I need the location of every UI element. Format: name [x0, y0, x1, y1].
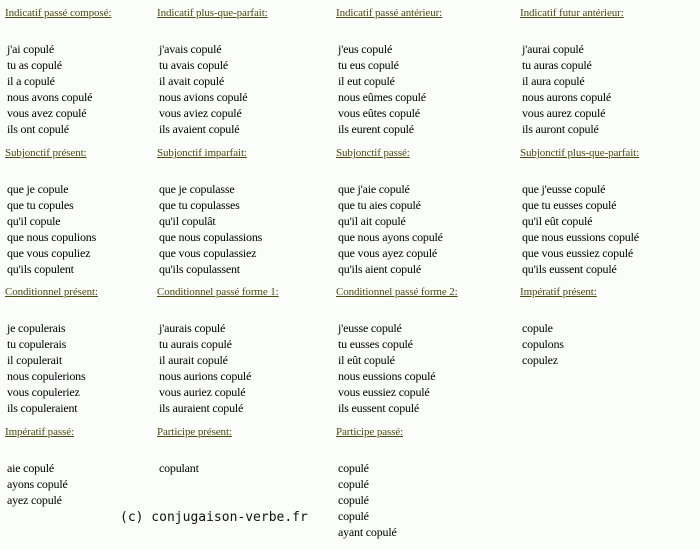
conjugation-line: que j'eusse copulé [522, 182, 606, 196]
conjugation-line: tu copulerais [7, 337, 67, 351]
conjugation-line: ils auront copulé [522, 122, 599, 136]
conjugation-line: ils eurent copulé [338, 122, 414, 136]
conjugation-line: il copulerait [7, 353, 63, 367]
tense-heading: Impératif présent: [520, 286, 597, 298]
tense-section [520, 286, 597, 368]
conjugation-line: il a copulé [7, 74, 55, 88]
conjugation-line: que tu copules [7, 198, 74, 212]
conjugation-line: nous avions copulé [159, 90, 248, 104]
tense-heading: Indicatif plus-que-parfait: [157, 7, 268, 19]
tense-heading: Indicatif passé composé: [5, 7, 112, 19]
conjugation-line: il eût copulé [338, 353, 395, 367]
tense-heading: Subjonctif plus-que-parfait: [520, 147, 640, 159]
conjugation-line: copulé [338, 509, 369, 523]
conjugation-line: j'ai copulé [7, 42, 54, 56]
conjugation-line: copulant [159, 461, 199, 475]
conjugation-line: vous aurez copulé [522, 106, 606, 120]
tense-section [336, 147, 443, 277]
conjugation-line: nous eûmes copulé [338, 90, 426, 104]
conjugation-line: copulé [338, 477, 369, 491]
conjugation-line: ils ont copulé [7, 122, 69, 136]
conjugation-line: vous copuleriez [7, 385, 80, 399]
conjugation-line: il aurait copulé [159, 353, 228, 367]
conjugation-list [522, 41, 624, 137]
conjugation-list [159, 181, 262, 277]
tense-heading: Indicatif futur antérieur: [520, 7, 624, 19]
conjugation-line: vous avez copulé [7, 106, 87, 120]
conjugation-line: qu'ils aient copulé [338, 262, 422, 276]
conjugation-list [338, 181, 443, 277]
conjugation-line: j'avais copulé [159, 42, 222, 56]
tense-section [336, 286, 458, 416]
tense-section [336, 7, 442, 137]
conjugation-list [338, 460, 403, 540]
conjugation-line: vous auriez copulé [159, 385, 246, 399]
conjugation-line: nous eussions copulé [338, 369, 436, 383]
conjugation-line: que nous copulassions [159, 230, 263, 244]
conjugation-line: que tu aies copulé [338, 198, 421, 212]
conjugation-list [7, 460, 74, 508]
conjugation-line: qu'il eût copulé [522, 214, 593, 228]
conjugation-line: que je copulasse [159, 182, 235, 196]
conjugation-line: vous eussiez copulé [338, 385, 430, 399]
conjugation-line: nous copulerions [7, 369, 86, 383]
conjugation-line: qu'il ait copulé [338, 214, 406, 228]
conjugation-line: que nous ayons copulé [338, 230, 443, 244]
conjugation-line: il aura copulé [522, 74, 585, 88]
tense-section [520, 147, 639, 277]
conjugation-line: que je copule [7, 182, 69, 196]
conjugation-line: copule [522, 321, 553, 335]
tense-heading: Conditionnel passé forme 1: [157, 286, 279, 298]
conjugation-line: que vous eussiez copulé [522, 246, 634, 260]
conjugation-line: que tu copulasses [159, 198, 240, 212]
tense-section [5, 426, 74, 508]
conjugation-line: que vous copuliez [7, 246, 91, 260]
tense-heading: Participe présent: [157, 426, 232, 438]
conjugation-list [7, 41, 111, 137]
conjugation-line: copulé [338, 493, 369, 507]
conjugation-list [338, 41, 442, 137]
conjugation-line: tu avais copulé [159, 58, 228, 72]
conjugation-list [522, 181, 639, 277]
conjugation-line: il eut copulé [338, 74, 395, 88]
conjugation-line: ils eussent copulé [338, 401, 420, 415]
tense-heading: Subjonctif passé: [336, 147, 410, 159]
conjugation-line: tu eus copulé [338, 58, 399, 72]
conjugation-line: il avait copulé [159, 74, 224, 88]
conjugation-list [159, 460, 232, 476]
conjugation-line: vous aviez copulé [159, 106, 242, 120]
tense-heading: Conditionnel présent: [5, 286, 98, 298]
conjugation-line: tu eusses copulé [338, 337, 413, 351]
tense-heading: Subjonctif présent: [5, 147, 87, 159]
conjugation-line: ils copuleraient [7, 401, 78, 415]
conjugation-line: aie copulé [7, 461, 54, 475]
conjugation-list [7, 320, 98, 416]
conjugation-line: je copulerais [7, 321, 66, 335]
conjugation-line: qu'ils copulassent [159, 262, 240, 276]
conjugation-list [7, 181, 96, 277]
conjugation-line: qu'ils copulent [7, 262, 74, 276]
conjugation-line: qu'il copule [7, 214, 61, 228]
conjugation-list [159, 41, 268, 137]
conjugation-line: j'aurais copulé [159, 321, 226, 335]
tense-heading: Indicatif passé antérieur: [336, 7, 443, 19]
conjugation-list [159, 320, 279, 416]
conjugation-line: que vous ayez copulé [338, 246, 437, 260]
tense-heading: Conditionnel passé forme 2: [336, 286, 458, 298]
conjugation-list [338, 320, 458, 416]
conjugation-line: j'eusse copulé [338, 321, 402, 335]
conjugation-line: tu aurais copulé [159, 337, 232, 351]
tense-section [157, 286, 279, 416]
conjugation-line: vous eûtes copulé [338, 106, 420, 120]
tense-section [5, 7, 111, 137]
conjugation-line: j'aurai copulé [522, 42, 584, 56]
tense-section [336, 426, 403, 540]
tense-section [157, 426, 232, 476]
conjugation-line: ayons copulé [7, 477, 68, 491]
conjugation-line: tu as copulé [7, 58, 62, 72]
conjugation-line: que tu eusses copulé [522, 198, 617, 212]
conjugation-line: que nous copulions [7, 230, 97, 244]
conjugation-line: copulons [522, 337, 564, 351]
tense-heading: Participe passé: [336, 426, 404, 438]
conjugation-line: ayez copulé [7, 493, 62, 507]
tense-heading: Subjonctif imparfait: [157, 147, 247, 159]
conjugation-line: que nous eussions copulé [522, 230, 639, 244]
conjugation-line: qu'ils eussent copulé [522, 262, 617, 276]
conjugation-line: que j'aie copulé [338, 182, 410, 196]
conjugation-line: copulez [522, 353, 558, 367]
conjugation-line: qu'il copulât [159, 214, 216, 228]
tense-section [157, 147, 262, 277]
conjugation-line: tu auras copulé [522, 58, 592, 72]
tense-section [5, 147, 96, 277]
tense-section [520, 7, 624, 137]
conjugation-line: ayant copulé [338, 525, 397, 539]
tense-heading: Impératif passé: [5, 426, 74, 438]
tense-section [5, 286, 98, 416]
conjugation-line: j'eus copulé [338, 42, 393, 56]
tense-section [157, 7, 268, 137]
conjugation-list [522, 320, 597, 368]
conjugation-line: que vous copulassiez [159, 246, 257, 260]
copyright-text: (c) conjugaison-verbe.fr [120, 510, 308, 525]
conjugation-line: nous avons copulé [7, 90, 93, 104]
conjugation-line: nous aurions copulé [159, 369, 252, 383]
conjugation-line: ils auraient copulé [159, 401, 244, 415]
conjugation-line: ils avaient copulé [159, 122, 240, 136]
conjugation-line: copulé [338, 461, 369, 475]
conjugation-line: nous aurons copulé [522, 90, 612, 104]
